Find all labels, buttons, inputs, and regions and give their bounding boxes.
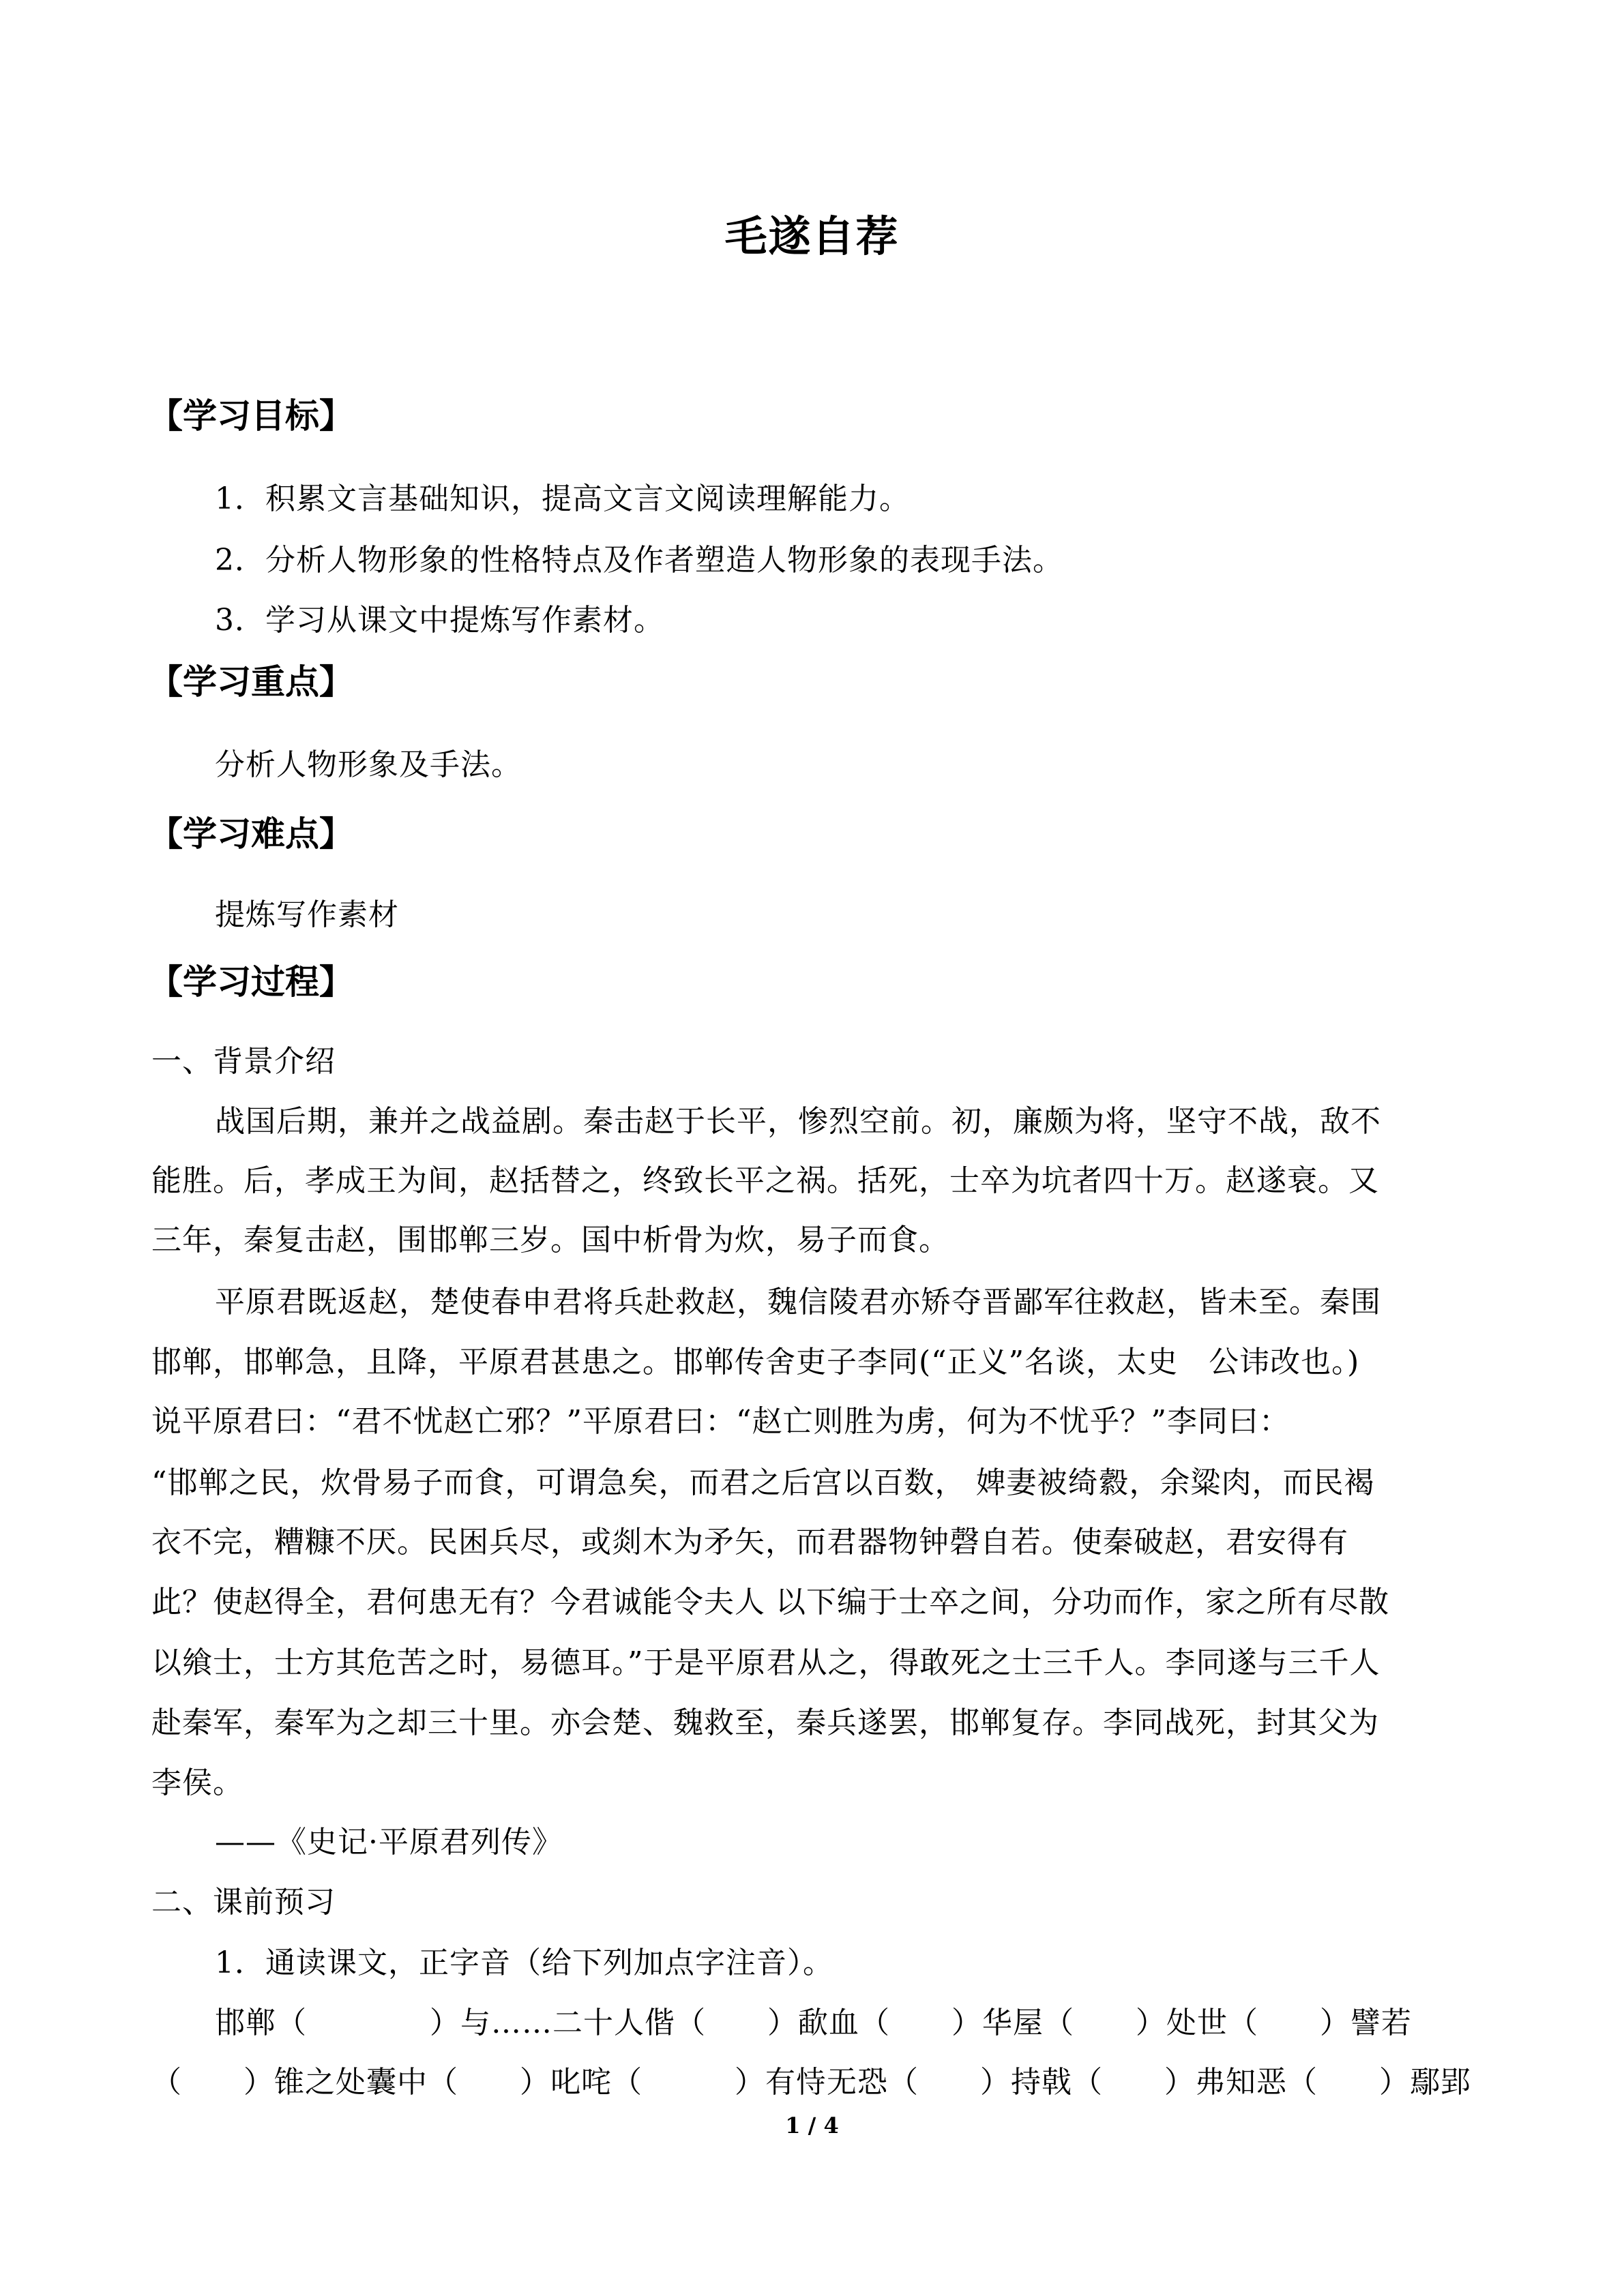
goal-item-1: 1．积累文言基础知识，提高文言文阅读理解能力。 [215,481,910,516]
background-source: ——《史记·平原君列传》 [215,1825,563,1860]
background-para2-line3: 说平原君曰：“君不忧赵亡邪？”平原君曰：“赵亡则胜为虏，何为不忧乎？”李同曰： [151,1404,1290,1439]
focus-text: 分析人物形象及手法。 [215,747,522,782]
background-para1-line1: 战国后期，兼并之战益剧。秦击赵于长平，惨烈空前。初，廉颇为将，坚守不战，敌不 [215,1104,1381,1139]
background-para2-line4: “邯郸之民，炊骨易子而食，可谓急矣，而君之后宫以百数， 婢妻被绮縠，余粱肉，而民褐 [151,1465,1375,1500]
part2-title: 二、课前预习 [151,1885,336,1920]
pronunciation-line-1: 邯郸（ ）与……二十人偕（ ）歃血（ ）华屋（ ）处世（ ）譬若 [215,2006,1412,2040]
background-para2-line2: 邯郸，邯郸急，且降，平原君甚患之。邯郸传舍吏子李同(“正义”名谈，太史 公讳改也。) [151,1345,1360,1380]
goal-item-2: 2．分析人物形象的性格特点及作者塑造人物形象的表现手法。 [215,543,1063,578]
background-para2-line8: 赴秦军，秦军为之却三十里。亦会楚、魏救至，秦兵遂罢，邯郸复存。李同战死，封其父为 [151,1705,1379,1740]
heading-focus: 【学习重点】 [149,662,353,702]
heading-goals: 【学习目标】 [149,396,353,436]
heading-difficulty: 【学习难点】 [149,814,353,854]
page-number: 1 / 4 [785,2113,839,2138]
background-para1-line2: 能胜。后，孝成王为间，赵括替之，终致长平之祸。括死，士卒为坑者四十万。赵遂衰。又 [151,1163,1379,1198]
difficulty-text: 提炼写作素材 [215,897,399,932]
background-para2-line5: 衣不完，糟糠不厌。民困兵尽，或剡木为矛矢，而君器物钟磬自若。使秦破赵，君安得有 [151,1525,1348,1560]
pronunciation-line-2: （ ）锥之处囊中（ ）叱咤（ ）有恃无恐（ ）持戟（ ）弗知恶（ ）鄢郢 [151,2065,1471,2100]
background-para2-line1: 平原君既返赵，楚使春申君将兵赴救赵，魏信陵君亦矫夺晋鄙军往救赵，皆未至。秦围 [215,1285,1381,1320]
background-para2-line7: 以飨士，士方其危苦之时，易德耳。”于是平原君从之，得敢死之士三千人。李同遂与三千人 [151,1645,1381,1680]
goal-item-3: 3．学习从课文中提炼写作素材。 [215,603,664,638]
background-para2-line9: 李侯。 [151,1765,243,1800]
preview-item-1: 1．通读课文，正字音（给下列加点字注音）。 [215,1945,833,1980]
page-title: 毛遂自荐 [724,211,900,261]
background-para2-line6: 此？使赵得全，君何患无有？今君诚能令夫人 以下编于士卒之间，分功而作，家之所有尽散 [151,1585,1389,1620]
heading-process: 【学习过程】 [149,962,353,1002]
background-para1-line3: 三年，秦复击赵，围邯郸三岁。国中析骨为炊，易子而食。 [151,1223,949,1257]
part1-title: 一、背景介绍 [151,1044,336,1079]
